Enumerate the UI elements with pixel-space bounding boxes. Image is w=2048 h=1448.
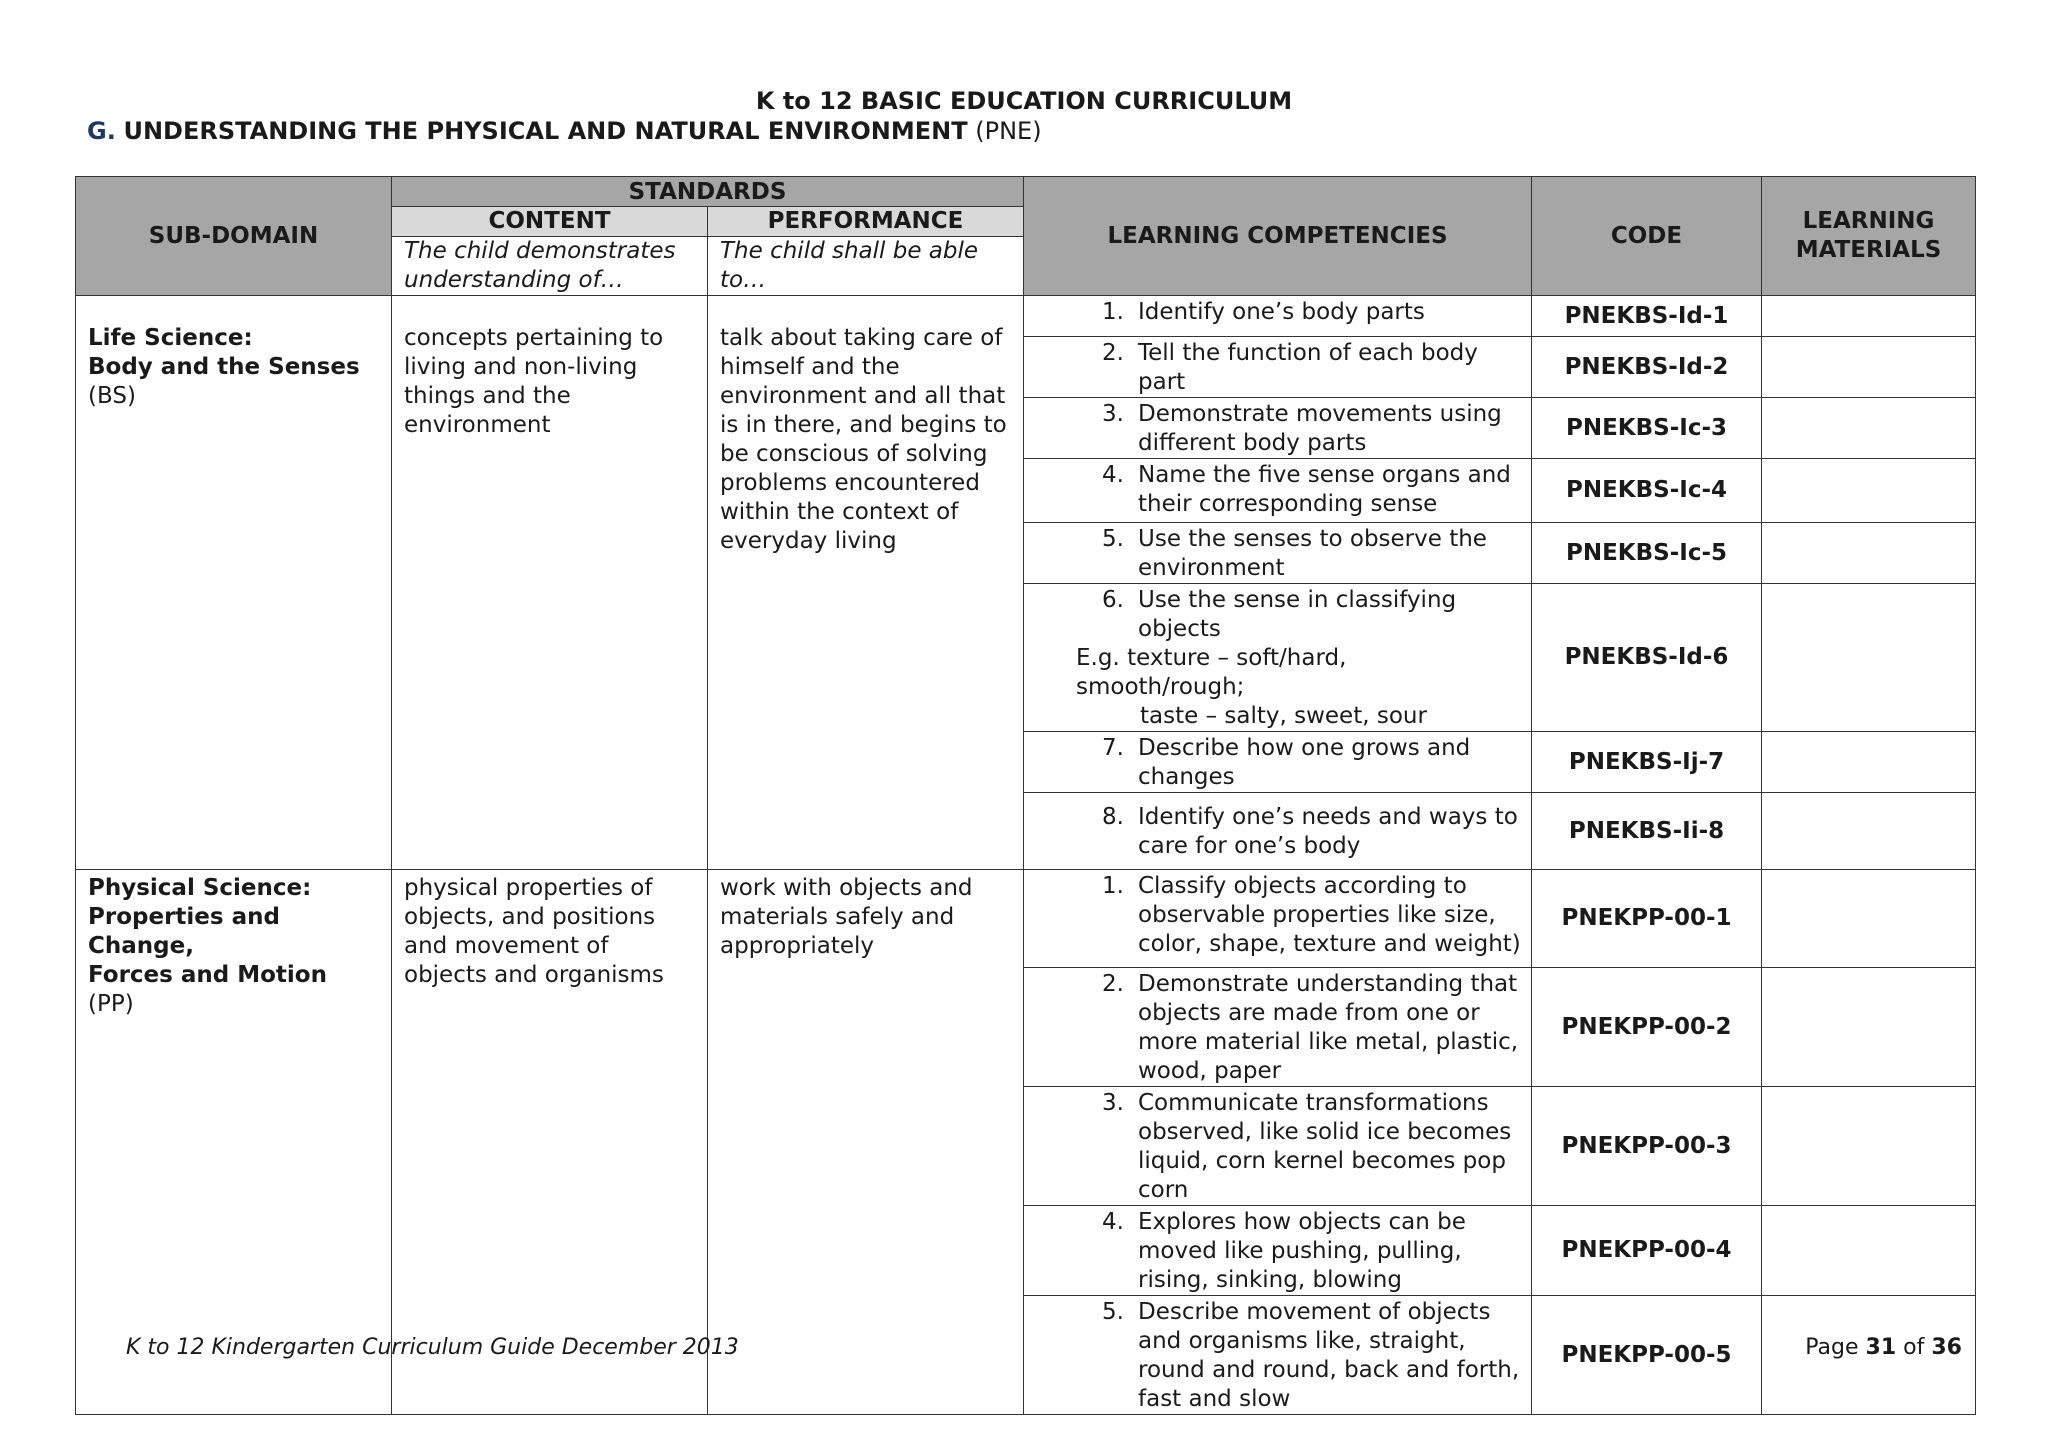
competency-number: 1. bbox=[1102, 873, 1124, 899]
competency-code: PNEKBS-Id-2 bbox=[1532, 337, 1762, 398]
learning-materials-cell bbox=[1762, 870, 1976, 968]
competency-item bbox=[1024, 968, 1532, 1087]
competency-code: PNEKBS-Ic-4 bbox=[1532, 459, 1762, 523]
section-name: UNDERSTANDING THE PHYSICAL AND NATURAL ENVIRONMENT bbox=[123, 117, 968, 145]
content-note: The child demonstrates understanding of… bbox=[392, 237, 708, 296]
performance-note: The child shall be able to… bbox=[708, 237, 1024, 296]
sub-domain-abbr: (BS) bbox=[88, 383, 136, 409]
competency-code: PNEKPP-00-2 bbox=[1532, 968, 1762, 1087]
competency-item bbox=[1024, 523, 1532, 584]
learning-materials-cell bbox=[1762, 459, 1976, 523]
competency-item bbox=[1024, 398, 1532, 459]
competency-code: PNEKPP-00-5 bbox=[1532, 1296, 1762, 1415]
learning-materials-cell bbox=[1762, 968, 1976, 1087]
competency-number: 6. bbox=[1102, 587, 1124, 613]
learning-materials-cell bbox=[1762, 584, 1976, 732]
learning-materials-cell bbox=[1762, 296, 1976, 337]
competency-number: 3. bbox=[1102, 1090, 1124, 1116]
competency-text: Use the senses to observe the environment bbox=[1138, 526, 1487, 581]
page-number bbox=[1805, 1335, 1962, 1360]
competency-example-taste: taste – salty, sweet, sour bbox=[1140, 703, 1427, 729]
sub-domain-title: Life Science: bbox=[88, 325, 253, 351]
header-competencies: LEARNING COMPETENCIES bbox=[1024, 177, 1532, 296]
competency-code: PNEKBS-Id-6 bbox=[1532, 584, 1762, 732]
header-materials: LEARNING MATERIALS bbox=[1762, 177, 1976, 296]
header-performance: PERFORMANCE bbox=[708, 207, 1024, 237]
competency-text: Name the five sense organs and their corresponding sense bbox=[1138, 462, 1511, 517]
sub-domain-life-science bbox=[76, 296, 392, 870]
header-content: CONTENT bbox=[392, 207, 708, 237]
competency-item bbox=[1024, 337, 1532, 398]
competency-item bbox=[1024, 1087, 1532, 1206]
competency-code: PNEKPP-00-3 bbox=[1532, 1087, 1762, 1206]
competency-number: 2. bbox=[1102, 971, 1124, 997]
competency-text: Demonstrate understanding that objects are made from one or more material like metal, plastic, wood, paper bbox=[1138, 971, 1519, 1084]
learning-materials-cell bbox=[1762, 1206, 1976, 1296]
sub-domain-subtitle-2: Forces and Motion bbox=[88, 962, 327, 988]
competency-item bbox=[1024, 870, 1532, 968]
learning-materials-cell bbox=[1762, 398, 1976, 459]
learning-materials-cell bbox=[1762, 523, 1976, 584]
competency-code: PNEKBS-Ic-5 bbox=[1532, 523, 1762, 584]
competency-number: 1. bbox=[1102, 299, 1124, 325]
sub-domain-subtitle: Body and the Senses bbox=[88, 354, 360, 380]
section-letter: G. bbox=[87, 117, 116, 145]
sub-domain-subtitle: Properties and Change, bbox=[88, 904, 280, 959]
footer-guide-title: K to 12 Kindergarten Curriculum Guide December 2013 bbox=[126, 1335, 739, 1360]
competency-item bbox=[1024, 1206, 1532, 1296]
competency-text: Identify one’s needs and ways to care for one’s body bbox=[1138, 804, 1518, 859]
learning-materials-cell bbox=[1762, 1087, 1976, 1206]
header-code: CODE bbox=[1532, 177, 1762, 296]
section-abbr: (PNE) bbox=[975, 117, 1042, 145]
learning-materials-cell bbox=[1762, 732, 1976, 793]
competency-text: Demonstrate movements using different body parts bbox=[1138, 401, 1502, 456]
competency-item bbox=[1024, 732, 1532, 793]
competency-text: Communicate transformations observed, like solid ice becomes liquid, corn kernel becomes pop corn bbox=[1138, 1090, 1512, 1203]
competency-text: Describe how one grows and changes bbox=[1138, 735, 1471, 790]
competency-text: Classify objects according to observable properties like size, color, shape, texture and weight) bbox=[1138, 873, 1521, 957]
competency-text: Tell the function of each body part bbox=[1138, 340, 1478, 395]
curriculum-table bbox=[75, 176, 1976, 1415]
content-standard: physical properties of objects, and positions and movement of objects and organisms bbox=[392, 870, 708, 1415]
competency-number: 4. bbox=[1102, 462, 1124, 488]
competency-text: Use the sense in classifying objects bbox=[1138, 587, 1457, 642]
learning-materials-cell bbox=[1762, 337, 1976, 398]
sub-domain-title: Physical Science: bbox=[88, 875, 312, 901]
competency-code: PNEKBS-Id-1 bbox=[1532, 296, 1762, 337]
competency-number: 4. bbox=[1102, 1209, 1124, 1235]
competency-code: PNEKPP-00-1 bbox=[1532, 870, 1762, 968]
competency-code: PNEKPP-00-4 bbox=[1532, 1206, 1762, 1296]
header-standards: STANDARDS bbox=[392, 177, 1024, 207]
competency-text: Explores how objects can be moved like pushing, pulling, rising, sinking, blowing bbox=[1138, 1209, 1466, 1293]
sub-domain-abbr: (PP) bbox=[88, 991, 134, 1017]
competency-item bbox=[1024, 296, 1532, 337]
performance-standard: work with objects and materials safely and appropriately bbox=[708, 870, 1024, 1415]
performance-standard: talk about taking care of himself and the environment and all that is in there, and begins to be conscious of solving problems encountered within the context of everyday living bbox=[708, 296, 1024, 870]
competency-number: 5. bbox=[1102, 1299, 1124, 1325]
learning-materials-cell bbox=[1762, 793, 1976, 870]
content-standard: concepts pertaining to living and non-living things and the environment bbox=[392, 296, 708, 870]
document-title: K to 12 BASIC EDUCATION CURRICULUM bbox=[755, 87, 1293, 115]
section-heading bbox=[87, 116, 1042, 146]
competency-number: 8. bbox=[1102, 804, 1124, 830]
competency-item bbox=[1024, 459, 1532, 523]
competency-code: PNEKBS-Ii-8 bbox=[1532, 793, 1762, 870]
competency-code: PNEKBS-Ic-3 bbox=[1532, 398, 1762, 459]
competency-text: Identify one’s body parts bbox=[1138, 299, 1425, 325]
total-pages: 36 bbox=[1931, 1335, 1962, 1360]
competency-item bbox=[1024, 1296, 1532, 1415]
competency-number: 5. bbox=[1102, 526, 1124, 552]
sub-domain-physical-science bbox=[76, 870, 392, 1415]
competency-item bbox=[1024, 584, 1532, 732]
competency-number: 2. bbox=[1102, 340, 1124, 366]
header-sub-domain: SUB-DOMAIN bbox=[76, 177, 392, 296]
competency-example-texture: E.g. texture – soft/hard, smooth/rough; bbox=[1076, 645, 1347, 700]
competency-number: 7. bbox=[1102, 735, 1124, 761]
of-label: of bbox=[1903, 1335, 1925, 1360]
competency-number: 3. bbox=[1102, 401, 1124, 427]
page-label: Page bbox=[1805, 1335, 1859, 1360]
competency-item bbox=[1024, 793, 1532, 870]
current-page: 31 bbox=[1865, 1335, 1897, 1360]
competency-code: PNEKBS-Ij-7 bbox=[1532, 732, 1762, 793]
competency-text: Describe movement of objects and organisms like, straight, round and round, back and forth, fast and slow bbox=[1138, 1299, 1520, 1412]
